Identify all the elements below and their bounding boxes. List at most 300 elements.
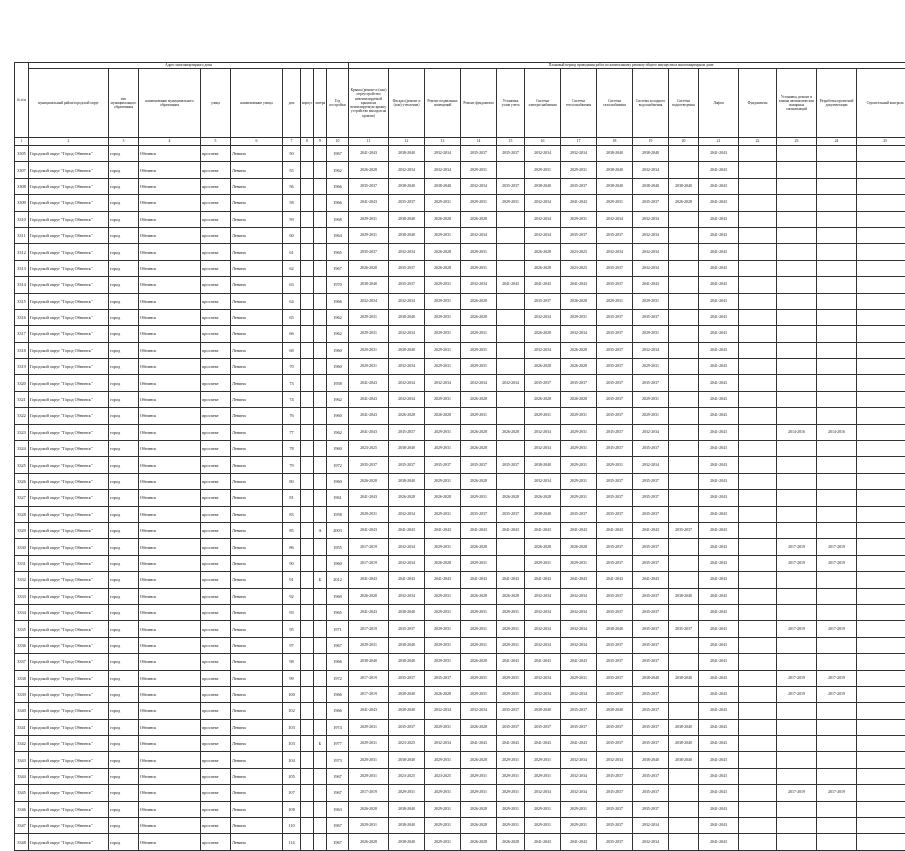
table-cell: проспект bbox=[201, 391, 231, 407]
table-cell bbox=[301, 604, 314, 620]
table-cell: 2041-2043 bbox=[349, 375, 389, 391]
table-cell: 2041-2043 bbox=[461, 522, 497, 538]
table-cell: 2032-2034 bbox=[389, 326, 425, 342]
table-row bbox=[15, 621, 905, 637]
table-cell: 2029-2031 bbox=[525, 752, 561, 768]
table-cell: 2041-2043 bbox=[525, 277, 561, 293]
table-cell: 2038-2040 bbox=[597, 146, 633, 162]
table-cell bbox=[669, 441, 699, 457]
table-cell: 2035-2037 bbox=[597, 637, 633, 653]
table-cell: Обнинск bbox=[139, 260, 201, 276]
table-cell bbox=[857, 162, 905, 178]
table-cell: Ленина bbox=[231, 621, 283, 637]
table-cell: 2029-2031 bbox=[525, 555, 561, 571]
table-cell: город bbox=[109, 146, 139, 162]
table-cell: 2032-2034 bbox=[633, 227, 669, 243]
table-cell bbox=[857, 670, 905, 686]
table-cell: 2041-2043 bbox=[561, 195, 597, 211]
table-cell: 2038-2040 bbox=[633, 670, 669, 686]
table-cell: город bbox=[109, 293, 139, 309]
table-cell: 2035-2037 bbox=[597, 768, 633, 784]
table-cell: 3339 bbox=[15, 686, 29, 702]
table-cell: 2017-2019 bbox=[349, 555, 389, 571]
table-cell bbox=[314, 670, 327, 686]
table-cell: 2035-2037 bbox=[389, 424, 425, 440]
table-row bbox=[15, 572, 905, 588]
table-cell bbox=[857, 686, 905, 702]
table-cell: Городской округ "Город Обнинск" bbox=[29, 818, 109, 834]
table-cell bbox=[301, 244, 314, 260]
table-cell bbox=[739, 277, 777, 293]
table-cell: проспект bbox=[201, 244, 231, 260]
col-number-8: 8 bbox=[301, 138, 314, 146]
table-cell bbox=[739, 408, 777, 424]
table-row bbox=[15, 834, 905, 850]
table-cell: 2032-2034 bbox=[525, 342, 561, 358]
table-cell: 2035-2037 bbox=[597, 670, 633, 686]
table-cell: Ленина bbox=[231, 473, 283, 489]
table-cell: Городской округ "Город Обнинск" bbox=[29, 555, 109, 571]
table-cell bbox=[857, 490, 905, 506]
table-cell: 2026-2028 bbox=[425, 408, 461, 424]
table-cell: 2035-2037 bbox=[633, 637, 669, 653]
table-cell: Городской округ "Город Обнинск" bbox=[29, 457, 109, 473]
table-cell: 2017-2019 bbox=[349, 785, 389, 801]
table-cell: 2029-2031 bbox=[461, 408, 497, 424]
table-cell: 64 bbox=[283, 293, 301, 309]
table-cell: 2035-2037 bbox=[597, 506, 633, 522]
table-cell: проспект bbox=[201, 375, 231, 391]
table-cell: 1965 bbox=[327, 604, 349, 620]
table-cell: 2041-2043 bbox=[699, 785, 739, 801]
table-cell: Городской округ "Город Обнинск" bbox=[29, 441, 109, 457]
table-cell: город bbox=[109, 522, 139, 538]
table-cell: 2035-2037 bbox=[633, 621, 669, 637]
table-cell: 2032-2034 bbox=[561, 146, 597, 162]
table-cell bbox=[857, 391, 905, 407]
table-cell: 2029-2031 bbox=[525, 408, 561, 424]
table-cell: Городской округ "Город Обнинск" bbox=[29, 588, 109, 604]
table-cell: Городской округ "Город Обнинск" bbox=[29, 768, 109, 784]
table-cell bbox=[669, 326, 699, 342]
table-cell bbox=[669, 457, 699, 473]
table-cell: город bbox=[109, 637, 139, 653]
table-row bbox=[15, 588, 905, 604]
table-cell bbox=[739, 359, 777, 375]
table-cell bbox=[777, 506, 817, 522]
table-cell bbox=[739, 834, 777, 850]
table-row bbox=[15, 211, 905, 227]
col-number-18: 18 bbox=[597, 138, 633, 146]
col-header-18: Система холодного водоснабжения bbox=[633, 69, 669, 138]
table-cell: 2029-2031 bbox=[349, 637, 389, 653]
table-cell bbox=[777, 703, 817, 719]
table-cell bbox=[817, 473, 857, 489]
table-cell bbox=[669, 654, 699, 670]
table-cell bbox=[857, 785, 905, 801]
col-header-17: Система газоснабжения bbox=[597, 69, 633, 138]
table-cell bbox=[301, 326, 314, 342]
table-cell: 2003 bbox=[327, 522, 349, 538]
table-cell bbox=[301, 686, 314, 702]
table-cell: Обнинск bbox=[139, 408, 201, 424]
table-cell: 2041-2043 bbox=[633, 572, 669, 588]
table-cell: 91 bbox=[283, 572, 301, 588]
table-cell bbox=[857, 146, 905, 162]
table-cell: 1962 bbox=[327, 424, 349, 440]
table-cell bbox=[314, 506, 327, 522]
table-cell bbox=[669, 424, 699, 440]
table-cell: 2038-2040 bbox=[669, 178, 699, 194]
table-cell: 2017-2019 bbox=[817, 555, 857, 571]
table-cell bbox=[739, 506, 777, 522]
col-number-4: 4 bbox=[139, 138, 201, 146]
table-cell bbox=[817, 162, 857, 178]
table-cell bbox=[669, 162, 699, 178]
table-cell: 2029-2031 bbox=[349, 768, 389, 784]
table-cell: 2029-2031 bbox=[425, 277, 461, 293]
table-cell bbox=[669, 506, 699, 522]
table-cell: проспект bbox=[201, 473, 231, 489]
table-cell: 70 bbox=[283, 359, 301, 375]
table-cell bbox=[669, 391, 699, 407]
table-cell bbox=[817, 309, 857, 325]
table-cell bbox=[857, 834, 905, 850]
table-cell bbox=[669, 293, 699, 309]
table-cell: 2029-2031 bbox=[633, 408, 669, 424]
table-cell: 2029-2031 bbox=[425, 391, 461, 407]
table-cell: 104 bbox=[283, 752, 301, 768]
table-cell: 2017-2019 bbox=[349, 621, 389, 637]
table-cell: проспект bbox=[201, 146, 231, 162]
table-cell: 3327 bbox=[15, 490, 29, 506]
table-cell: Обнинск bbox=[139, 588, 201, 604]
table-cell: 2041-2043 bbox=[699, 621, 739, 637]
table-cell: город bbox=[109, 227, 139, 243]
table-cell: 2029-2031 bbox=[425, 818, 461, 834]
table-cell: Ленина bbox=[231, 408, 283, 424]
table-cell bbox=[857, 621, 905, 637]
table-cell: 2041-2043 bbox=[699, 588, 739, 604]
table-cell: 2038-2040 bbox=[669, 588, 699, 604]
table-cell: 59 bbox=[283, 211, 301, 227]
col-header-23: Разработка проектной документации bbox=[817, 69, 857, 138]
table-cell: 2038-2040 bbox=[389, 227, 425, 243]
table-cell: 2038-2040 bbox=[349, 277, 389, 293]
table-cell: 2032-2034 bbox=[561, 785, 597, 801]
table-cell: 2041-2043 bbox=[699, 359, 739, 375]
table-cell: 3311 bbox=[15, 227, 29, 243]
table-cell: Ленина bbox=[231, 490, 283, 506]
table-cell bbox=[777, 490, 817, 506]
table-cell bbox=[301, 293, 314, 309]
table-cell: 2032-2034 bbox=[597, 244, 633, 260]
table-cell: 2023-2025 bbox=[389, 736, 425, 752]
table-cell: 2029-2031 bbox=[425, 621, 461, 637]
table-cell: 2041-2043 bbox=[699, 801, 739, 817]
table-cell: 2032-2034 bbox=[561, 686, 597, 702]
table-cell: Ленина bbox=[231, 195, 283, 211]
col-number-1: 1 bbox=[15, 138, 29, 146]
table-cell: 107 bbox=[283, 785, 301, 801]
col-header-8: литера bbox=[314, 69, 327, 138]
table-cell bbox=[301, 654, 314, 670]
table-cell: проспект bbox=[201, 293, 231, 309]
table-cell: Ленина bbox=[231, 637, 283, 653]
table-cell: 2026-2028 bbox=[525, 490, 561, 506]
table-cell: проспект bbox=[201, 621, 231, 637]
table-cell bbox=[497, 539, 525, 555]
table-cell: город bbox=[109, 539, 139, 555]
table-cell bbox=[301, 342, 314, 358]
table-cell: 1960 bbox=[327, 342, 349, 358]
table-cell: 2026-2028 bbox=[461, 719, 497, 735]
table-cell: 2041-2043 bbox=[699, 490, 739, 506]
table-cell: 2029-2031 bbox=[389, 785, 425, 801]
table-cell: город bbox=[109, 654, 139, 670]
table-cell: Ленина bbox=[231, 752, 283, 768]
table-cell: 81 bbox=[283, 490, 301, 506]
table-cell: 2038-2040 bbox=[597, 162, 633, 178]
table-cell: 2026-2028 bbox=[525, 391, 561, 407]
table-cell bbox=[314, 162, 327, 178]
table-cell: Городской округ "Город Обнинск" bbox=[29, 162, 109, 178]
table-cell: проспект bbox=[201, 522, 231, 538]
table-cell: город bbox=[109, 572, 139, 588]
table-cell: 2038-2040 bbox=[389, 654, 425, 670]
table-cell bbox=[739, 424, 777, 440]
table-cell bbox=[857, 818, 905, 834]
table-cell: 2029-2031 bbox=[425, 309, 461, 325]
table-cell: 2041-2043 bbox=[699, 441, 739, 457]
table-cell: 2029-2031 bbox=[461, 490, 497, 506]
table-cell: 2032-2034 bbox=[389, 555, 425, 571]
table-cell: 2029-2031 bbox=[497, 752, 525, 768]
table-cell bbox=[857, 703, 905, 719]
table-cell: Обнинск bbox=[139, 801, 201, 817]
table-cell: 2026-2028 bbox=[461, 801, 497, 817]
table-cell: 2029-2031 bbox=[461, 555, 497, 571]
table-cell: Городской округ "Город Обнинск" bbox=[29, 178, 109, 194]
table-cell: 2017-2019 bbox=[817, 785, 857, 801]
table-cell: 2035-2037 bbox=[597, 441, 633, 457]
table-cell: Городской округ "Город Обнинск" bbox=[29, 572, 109, 588]
table-row bbox=[15, 522, 905, 538]
table-cell: 85 bbox=[283, 522, 301, 538]
table-cell: 2035-2037 bbox=[597, 736, 633, 752]
col-number-19: 19 bbox=[633, 138, 669, 146]
table-cell bbox=[739, 227, 777, 243]
table-cell: Обнинск bbox=[139, 506, 201, 522]
table-cell: город bbox=[109, 391, 139, 407]
table-cell: проспект bbox=[201, 719, 231, 735]
table-cell: 2029-2031 bbox=[425, 752, 461, 768]
table-cell bbox=[314, 178, 327, 194]
table-cell bbox=[817, 195, 857, 211]
table-cell: 1967 bbox=[327, 637, 349, 653]
table-cell: 2041-2043 bbox=[425, 572, 461, 588]
table-cell: 2032-2034 bbox=[389, 391, 425, 407]
table-cell: 2035-2037 bbox=[525, 293, 561, 309]
table-cell: 2041-2043 bbox=[699, 654, 739, 670]
table-cell: 2035-2037 bbox=[497, 146, 525, 162]
table-row bbox=[15, 244, 905, 260]
table-cell: 3322 bbox=[15, 408, 29, 424]
table-cell bbox=[777, 326, 817, 342]
table-cell: город bbox=[109, 457, 139, 473]
table-cell: 2029-2031 bbox=[525, 768, 561, 784]
table-cell: 2032-2034 bbox=[525, 195, 561, 211]
table-cell: 103 bbox=[283, 736, 301, 752]
table-cell: 2032-2034 bbox=[389, 162, 425, 178]
table-cell: 2032-2034 bbox=[633, 834, 669, 850]
table-cell bbox=[669, 818, 699, 834]
table-cell bbox=[857, 506, 905, 522]
table-cell: 3317 bbox=[15, 326, 29, 342]
table-cell bbox=[314, 408, 327, 424]
table-cell: 2032-2034 bbox=[525, 604, 561, 620]
table-cell: 2032-2034 bbox=[525, 637, 561, 653]
col-number-20: 20 bbox=[669, 138, 699, 146]
table-cell: город bbox=[109, 719, 139, 735]
table-cell: 2029-2031 bbox=[349, 342, 389, 358]
table-cell: 2029-2031 bbox=[461, 604, 497, 620]
table-cell: Обнинск bbox=[139, 227, 201, 243]
table-cell: Обнинск bbox=[139, 522, 201, 538]
table-cell: А bbox=[314, 522, 327, 538]
table-cell bbox=[301, 555, 314, 571]
table-cell bbox=[301, 539, 314, 555]
table-cell bbox=[857, 539, 905, 555]
table-cell: 2038-2040 bbox=[425, 178, 461, 194]
table-cell bbox=[497, 441, 525, 457]
table-cell: Обнинск bbox=[139, 244, 201, 260]
table-cell: Ленина bbox=[231, 441, 283, 457]
table-cell: 3328 bbox=[15, 506, 29, 522]
table-cell: Ленина bbox=[231, 703, 283, 719]
table-cell bbox=[669, 211, 699, 227]
table-cell: Городской округ "Город Обнинск" bbox=[29, 473, 109, 489]
table-cell bbox=[497, 211, 525, 227]
table-cell: 2032-2034 bbox=[389, 359, 425, 375]
table-cell bbox=[817, 211, 857, 227]
table-cell bbox=[314, 818, 327, 834]
table-cell bbox=[777, 736, 817, 752]
table-cell: 2029-2031 bbox=[497, 195, 525, 211]
table-cell: 2032-2034 bbox=[525, 785, 561, 801]
table-cell: 2041-2043 bbox=[699, 768, 739, 784]
table-cell bbox=[301, 408, 314, 424]
table-cell: 2032-2034 bbox=[561, 637, 597, 653]
col-number-24: 24 bbox=[817, 138, 857, 146]
table-cell: 2035-2037 bbox=[389, 670, 425, 686]
table-cell: Ленина bbox=[231, 391, 283, 407]
col-number-14: 14 bbox=[461, 138, 497, 146]
table-cell: 2017-2019 bbox=[777, 621, 817, 637]
table-cell: 2035-2037 bbox=[633, 555, 669, 571]
table-cell bbox=[314, 375, 327, 391]
table-row bbox=[15, 736, 905, 752]
table-cell: 50 bbox=[283, 146, 301, 162]
table-cell bbox=[817, 588, 857, 604]
table-cell: Ленина bbox=[231, 309, 283, 325]
table-cell: 2032-2034 bbox=[633, 424, 669, 440]
table-cell: 2029-2031 bbox=[425, 227, 461, 243]
table-cell: город bbox=[109, 621, 139, 637]
table-cell: проспект bbox=[201, 834, 231, 850]
table-cell: Ленина bbox=[231, 146, 283, 162]
table-cell: Ленина bbox=[231, 244, 283, 260]
table-cell: 2032-2034 bbox=[425, 703, 461, 719]
table-cell: 2029-2031 bbox=[561, 801, 597, 817]
table-cell bbox=[739, 588, 777, 604]
table-cell: Городской округ "Город Обнинск" bbox=[29, 506, 109, 522]
table-cell: 2041-2043 bbox=[497, 522, 525, 538]
table-cell: 2038-2040 bbox=[597, 178, 633, 194]
table-cell bbox=[301, 768, 314, 784]
table-cell: Ленина bbox=[231, 818, 283, 834]
table-cell bbox=[314, 277, 327, 293]
table-cell: 2041-2043 bbox=[597, 522, 633, 538]
table-cell bbox=[777, 359, 817, 375]
table-cell: Обнинск bbox=[139, 834, 201, 850]
table-cell: 3320 bbox=[15, 375, 29, 391]
table-cell: проспект bbox=[201, 670, 231, 686]
table-cell bbox=[301, 162, 314, 178]
table-cell: 3341 bbox=[15, 719, 29, 735]
table-cell bbox=[857, 277, 905, 293]
table-cell bbox=[669, 277, 699, 293]
table-cell: 2038-2040 bbox=[389, 342, 425, 358]
table-cell: Обнинск bbox=[139, 457, 201, 473]
table-cell: 2035-2037 bbox=[389, 719, 425, 735]
table-cell bbox=[669, 490, 699, 506]
col-number-22: 22 bbox=[739, 138, 777, 146]
table-cell: 2029-2031 bbox=[425, 506, 461, 522]
table-cell: 2032-2034 bbox=[633, 457, 669, 473]
table-cell: 2041-2043 bbox=[699, 342, 739, 358]
table-cell: проспект bbox=[201, 818, 231, 834]
table-cell: 1960 bbox=[327, 441, 349, 457]
table-cell: 3348 bbox=[15, 834, 29, 850]
table-cell: 3319 bbox=[15, 359, 29, 375]
table-cell: 2035-2037 bbox=[597, 654, 633, 670]
table-cell: 2012 bbox=[327, 572, 349, 588]
table-cell bbox=[314, 260, 327, 276]
table-cell bbox=[301, 719, 314, 735]
table-cell: 2026-2028 bbox=[425, 555, 461, 571]
table-cell: 2032-2034 bbox=[389, 375, 425, 391]
table-cell: 2029-2031 bbox=[425, 654, 461, 670]
table-cell bbox=[857, 588, 905, 604]
table-cell: 2041-2043 bbox=[699, 473, 739, 489]
table-cell: 2017-2019 bbox=[817, 539, 857, 555]
table-cell: город bbox=[109, 768, 139, 784]
table-cell bbox=[739, 522, 777, 538]
table-cell: 2029-2031 bbox=[461, 686, 497, 702]
table-cell: 3344 bbox=[15, 768, 29, 784]
table-cell: город bbox=[109, 506, 139, 522]
table-cell bbox=[857, 211, 905, 227]
table-cell: 2023-2025 bbox=[425, 768, 461, 784]
table-cell: 1960 bbox=[327, 555, 349, 571]
table-cell bbox=[857, 244, 905, 260]
table-cell: 2029-2031 bbox=[633, 326, 669, 342]
table-cell: 2029-2031 bbox=[497, 785, 525, 801]
table-cell: 3314 bbox=[15, 277, 29, 293]
table-cell: 1966 bbox=[327, 703, 349, 719]
table-cell: 2032-2034 bbox=[525, 686, 561, 702]
